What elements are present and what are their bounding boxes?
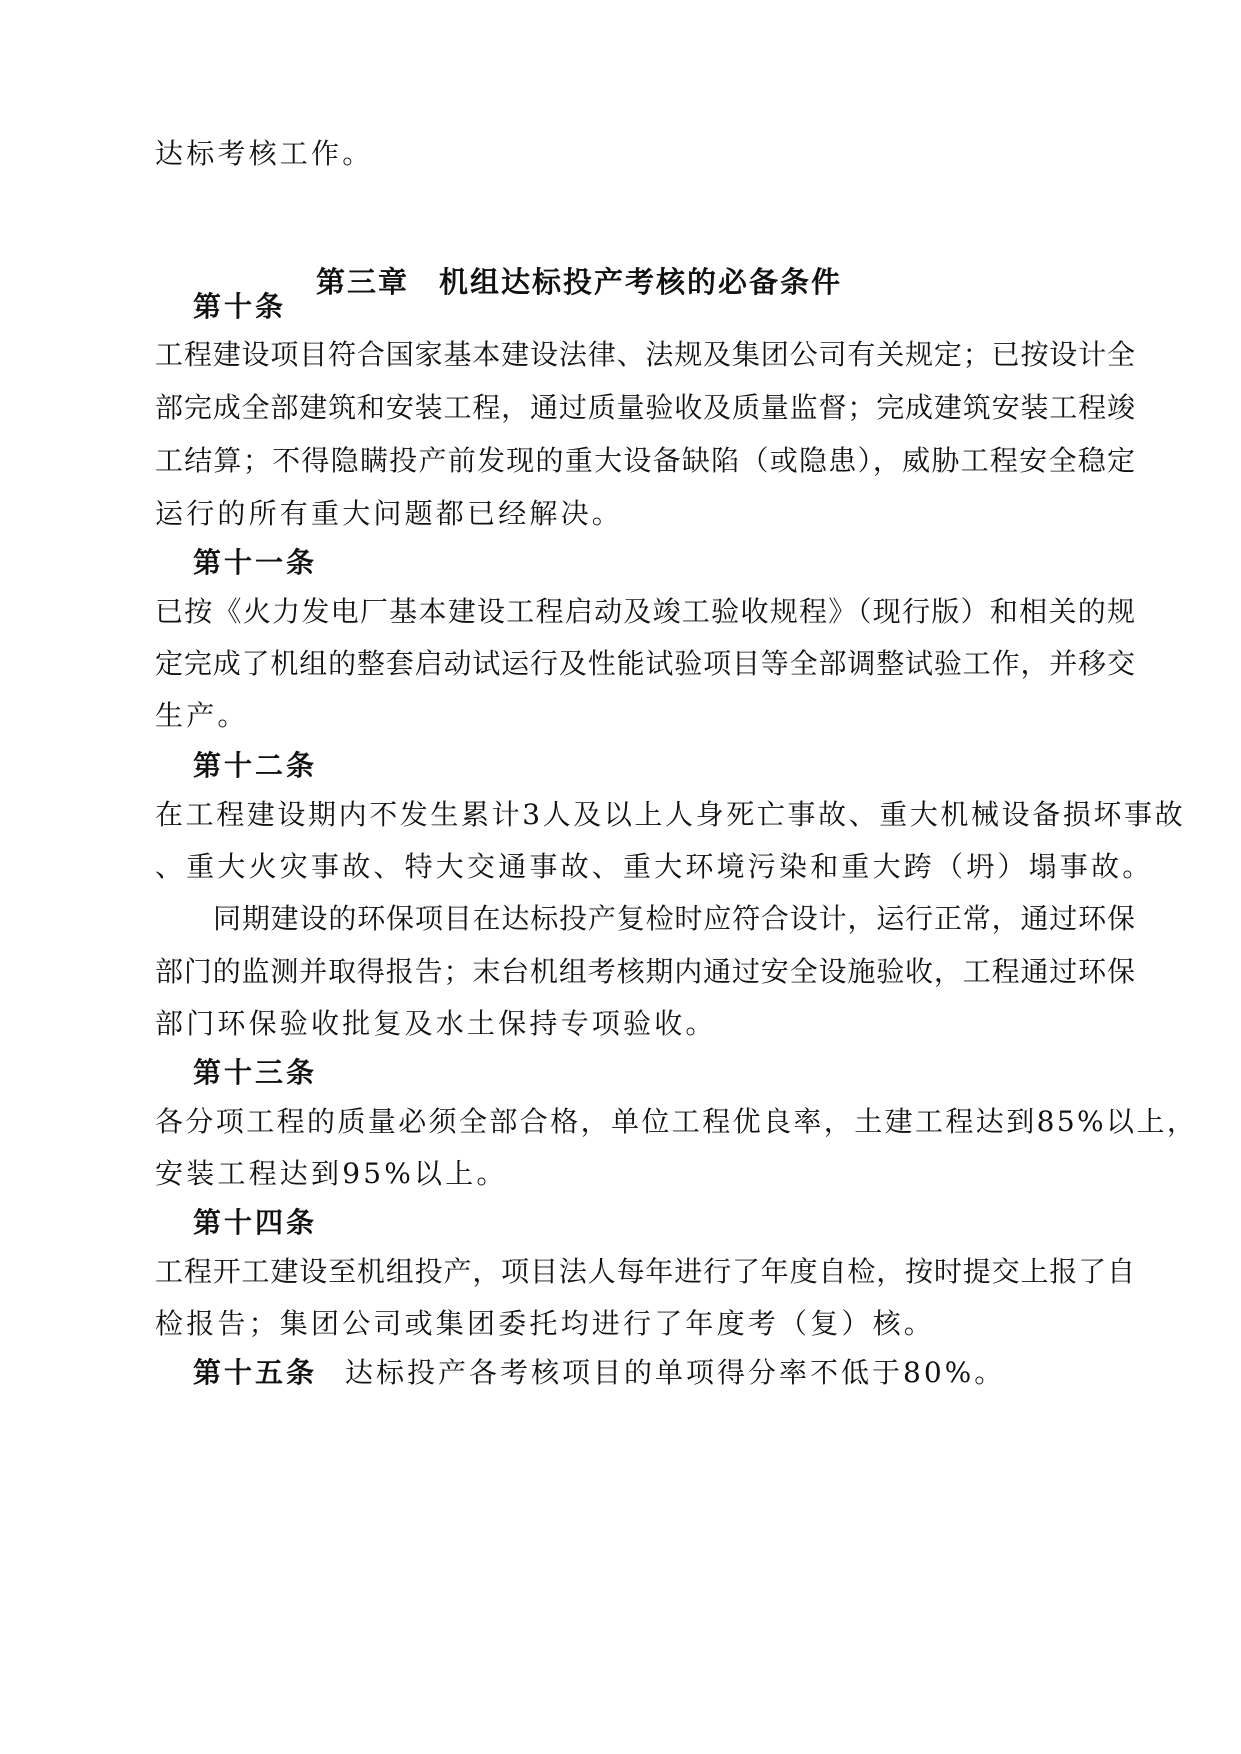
- article-12-line: 部门环保验收批复及水土保持专项验收。: [155, 1007, 717, 1040]
- chapter-number: 第三章: [316, 265, 410, 299]
- article-11-line: 已按《火力发电厂基本建设工程启动及竣工验收规程》（现行版）和相关的规: [155, 595, 1135, 628]
- article-13-line: 安装工程达到95%以上。: [155, 1157, 508, 1190]
- article-11-line: 生产。: [155, 699, 249, 732]
- article-12-line: 同期建设的环保项目在达标投产复检时应符合设计，运行正常，通过环保: [213, 902, 1135, 935]
- article-10-line: 工程建设项目符合国家基本建设法律、法规及集团公司有关规定；已按设计全: [155, 338, 1135, 371]
- article-14-title: 第十四条: [193, 1206, 318, 1239]
- article-10-line: 运行的所有重大问题都已经解决。: [155, 497, 624, 530]
- article-15-text: 达标投产各考核项目的单项得分率不低于80%。: [345, 1356, 1006, 1389]
- article-14-line: 工程开工建设至机组投产，项目法人每年进行了年度自检，按时提交上报了自: [155, 1255, 1135, 1288]
- article-13-line: 各分项工程的质量必须全部合格，单位工程优良率，土建工程达到85%以上，: [155, 1105, 1198, 1138]
- article-11-title: 第十一条: [193, 546, 318, 579]
- article-10-line: 部完成全部建筑和安装工程，通过质量验收及质量监督；完成建筑安装工程竣: [155, 391, 1135, 424]
- intro-tail-text: 达标考核工作。: [155, 137, 374, 170]
- article-12-line: 部门的监测并取得报告；末台机组考核期内通过安全设施验收，工程通过环保: [155, 955, 1135, 988]
- article-15-row: [193, 1355, 1005, 1391]
- article-10-line: 工结算；不得隐瞒投产前发现的重大设备缺陷（或隐患），威胁工程安全稳定: [155, 444, 1135, 477]
- article-12-line: 、重大火灾事故、特大交通事故、重大环境污染和重大跨（坍）塌事故。: [155, 850, 1154, 883]
- chapter-title: 机组达标投产考核的必备条件: [439, 265, 843, 299]
- article-15-title: 第十五条: [193, 1356, 318, 1389]
- article-12-line: 在工程建设期内不发生累计3人及以上人身死亡事故、重大机械设备损坏事故: [155, 798, 1186, 831]
- article-11-line: 定完成了机组的整套启动试运行及性能试验项目等全部调整试验工作，并移交: [155, 647, 1135, 680]
- article-12-title: 第十二条: [193, 749, 318, 782]
- article-14-line: 检报告；集团公司或集团委托均进行了年度考（复）核。: [155, 1307, 936, 1340]
- article-10-title: 第十条: [193, 290, 287, 323]
- article-13-title: 第十三条: [193, 1056, 318, 1089]
- chapter-heading: [316, 264, 842, 300]
